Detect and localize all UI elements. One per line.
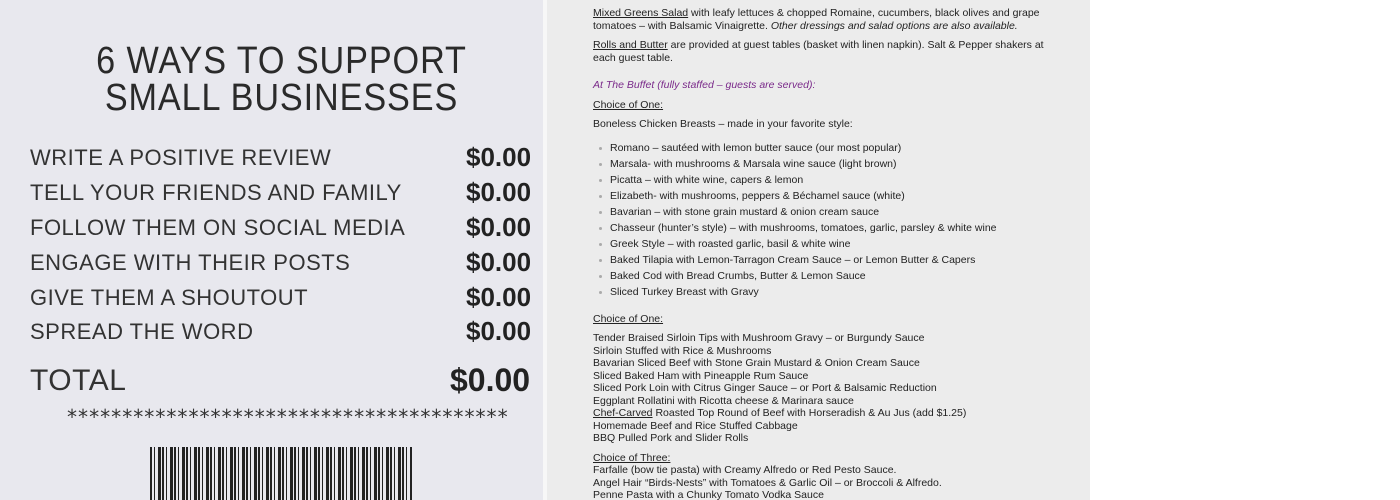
small-business-poster-image: [0, 0, 543, 500]
barcode-icon: [150, 447, 412, 500]
menu-line: Eggplant Rollatini with Ricotta cheese & Marinara sauce: [593, 394, 854, 407]
choice-three-heading: Choice of Three:: [593, 451, 671, 464]
poster-item-label: WRITE A POSITIVE REVIEW: [30, 145, 332, 170]
poster-stars-divider: ****************************************: [66, 405, 508, 429]
poster-total-price: $0.00: [450, 362, 531, 398]
chicken-option: Elizabeth- with mushrooms, peppers & Béchamel sauce (white): [593, 189, 1063, 205]
poster-total-label: TOTAL: [30, 364, 127, 397]
poster-item-price: $0.00: [466, 142, 532, 172]
chicken-option: Marsala- with mushrooms & Marsala wine sauce (light brown): [593, 157, 1063, 173]
salad-note: Other dressings and salad options are also available.: [770, 19, 1018, 32]
rolls-paragraph: [593, 39, 1063, 64]
menu-line: Sliced Baked Ham with Pineapple Rum Sauce: [593, 369, 809, 382]
menu-line: BBQ Pulled Pork and Slider Rolls: [593, 432, 749, 444]
chicken-option: Romano – sautéed with lemon butter sauce (our most popular): [593, 141, 1063, 157]
chicken-option: Greek Style – with roasted garlic, basil & white wine: [593, 237, 1063, 253]
salad-text: with leafy lettuces & chopped Romaine, cucumbers, black olives and grape tomatoes – with Balsamic Vinaigrette.: [593, 7, 1040, 32]
menu-line: Tender Braised Sirloin Tips with Mushroom Gravy – or Burgundy Sauce: [593, 332, 925, 344]
salad-paragraph: [593, 7, 1063, 32]
chicken-option: Baked Cod with Bread Crumbs, Butter & Lemon Sauce: [593, 269, 1063, 285]
poster-item-price: $0.00: [466, 177, 532, 207]
menu-line: Angel Hair “Birds-Nests” with Tomatoes & Garlic Oil – or Broccoli & Alfredo.: [593, 476, 942, 489]
poster-item-price: $0.00: [466, 247, 532, 277]
poster-item-price: $0.00: [466, 212, 532, 242]
menu-line: [593, 407, 1063, 420]
chicken-option: Picatta – with white wine, capers & lemon: [593, 173, 1063, 189]
choice-one-heading-2: Choice of One:: [593, 312, 664, 325]
chicken-option: Chasseur (hunter’s style) – with mushrooms, tomatoes, garlic, parsley & white wine: [593, 221, 1063, 237]
poster-item-label: GIVE THEM A SHOUTOUT: [30, 285, 309, 310]
menu-line: Sirloin Stuffed with Rice & Mushrooms: [593, 344, 772, 357]
chicken-list: [593, 141, 1063, 301]
poster-item-label: FOLLOW THEM ON SOCIAL MEDIA: [30, 215, 406, 240]
poster-item-label: ENGAGE WITH THEIR POSTS: [30, 250, 351, 275]
chicken-intro: Boneless Chicken Breasts – made in your favorite style:: [593, 118, 853, 130]
poster-item-label: SPREAD THE WORD: [30, 319, 254, 344]
poster-title-line1: 6 WAYS TO SUPPORT: [96, 40, 467, 82]
menu-line: Homemade Beef and Rice Stuffed Cabbage: [593, 419, 798, 432]
chicken-option: Baked Tilapia with Lemon-Tarragon Cream Sauce – or Lemon Butter & Capers: [593, 253, 1063, 269]
rolls-text: are provided at guest tables (basket with linen napkin). Salt & Pepper shakers at each guest table.: [593, 39, 1044, 64]
poster-item-price: $0.00: [466, 282, 532, 312]
poster-item-price: $0.00: [466, 316, 532, 346]
choice-one-heading: Choice of One:: [593, 98, 664, 111]
menu-line: Bavarian Sliced Beef with Stone Grain Mustard & Onion Cream Sauce: [593, 357, 920, 369]
chicken-option: Bavarian – with stone grain mustard & onion cream sauce: [593, 205, 1063, 221]
buffet-heading: At The Buffet (fully staffed – guests are served):: [593, 79, 816, 91]
carved-name: Chef-Carved: [593, 407, 653, 419]
menu-line: Sliced Pork Loin with Citrus Ginger Sauce – or Port & Balsamic Reduction: [593, 382, 937, 394]
rolls-name: Rolls and Butter: [593, 39, 668, 51]
chicken-option: Sliced Turkey Breast with Gravy: [593, 285, 1063, 301]
carved-text: Roasted Top Round of Beef with Horseradish & Au Jus (add $1.25): [652, 407, 967, 419]
menu-panel: [547, 0, 1090, 500]
poster-item-label: TELL YOUR FRIENDS AND FAMILY: [30, 180, 402, 205]
menu-line: Farfalle (bow tie pasta) with Creamy Alfredo or Red Pesto Sauce.: [593, 464, 897, 476]
menu-line: Penne Pasta with a Chunky Tomato Vodka Sauce: [593, 489, 824, 500]
salad-name: Mixed Greens Salad: [593, 7, 689, 19]
poster-title-line2: SMALL BUSINESSES: [104, 77, 459, 119]
